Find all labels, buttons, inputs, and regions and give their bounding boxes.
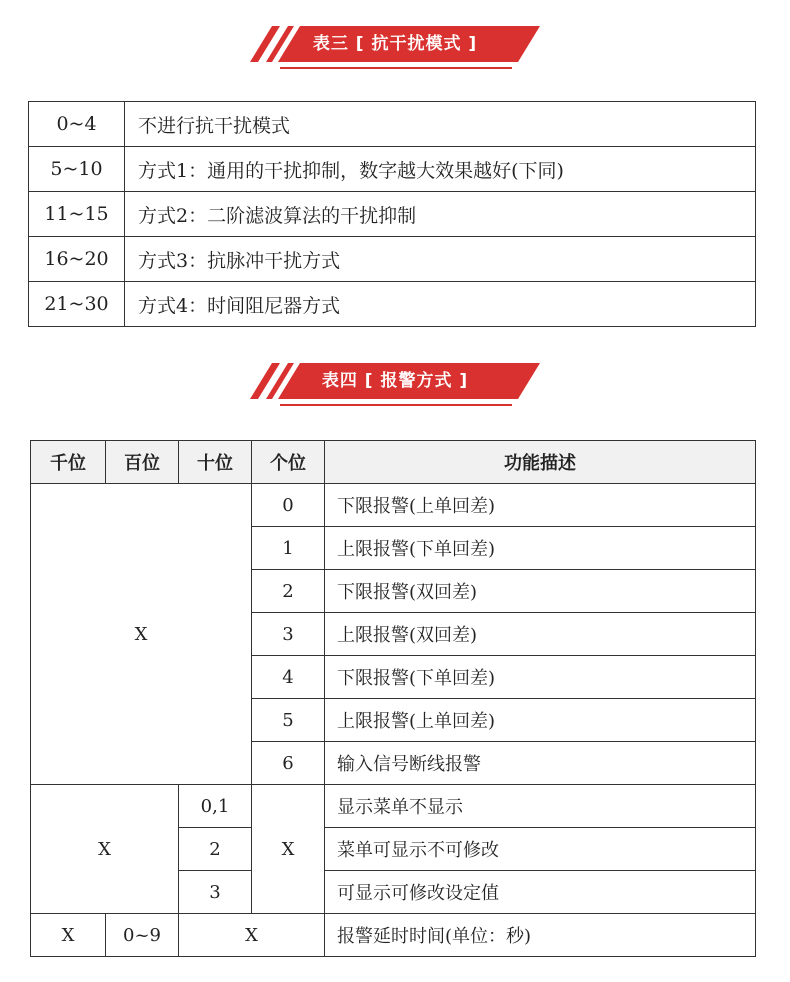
table3-title-banner [250,26,540,70]
ones-value: 6 [252,742,325,785]
header-ones: 个位 [252,441,325,484]
table4-title: 表四 [ 报警方式 ] [321,371,469,391]
table3-title: 表三 [ 抗干扰模式 ] [312,34,478,54]
ones-value: 3 [252,613,325,656]
ones-value: 1 [252,527,325,570]
table-row [31,914,756,957]
thousands-value: X [31,914,106,957]
hundreds-value: 0~9 [106,914,179,957]
function-desc: 下限报警(双回差) [325,570,756,613]
function-desc: 上限报警(上单回差) [325,699,756,742]
table-row [29,192,756,237]
function-desc: 上限报警(下单回差) [325,527,756,570]
table-header-row [31,441,756,484]
mode-desc: 方式3：抗脉冲干扰方式 [125,237,756,282]
table-row [31,484,756,527]
function-desc: 下限报警(下单回差) [325,656,756,699]
mode-code: 0~4 [29,102,125,147]
table-row [29,147,756,192]
mode-code: 16~20 [29,237,125,282]
ones-value: 0 [252,484,325,527]
table4-title-banner [250,363,540,407]
mode-code: 11~15 [29,192,125,237]
ones-value: 4 [252,656,325,699]
mode-desc: 不进行抗干扰模式 [125,102,756,147]
function-desc: 显示菜单不显示 [325,785,756,828]
header-hundreds: 百位 [106,441,179,484]
alarm-mode-table [30,440,756,957]
mode-desc: 方式4：时间阻尼器方式 [125,282,756,327]
group2-x-left: X [31,785,179,914]
table-row [29,282,756,327]
interference-mode-table [28,101,756,327]
mode-desc: 方式1：通用的干扰抑制，数字越大效果越好(下同) [125,147,756,192]
ones-value: 5 [252,699,325,742]
tens-ones-x: X [179,914,325,957]
mode-code: 21~30 [29,282,125,327]
mode-desc: 方式2：二阶滤波算法的干扰抑制 [125,192,756,237]
header-function: 功能描述 [325,441,756,484]
function-desc: 下限报警(上单回差) [325,484,756,527]
function-desc: 可显示可修改设定值 [325,871,756,914]
function-desc: 菜单可显示不可修改 [325,828,756,871]
header-thousands: 千位 [31,441,106,484]
table-row [29,237,756,282]
table-row [29,102,756,147]
tens-value: 3 [179,871,252,914]
header-tens: 十位 [179,441,252,484]
tens-value: 0,1 [179,785,252,828]
tens-value: 2 [179,828,252,871]
function-desc: 输入信号断线报警 [325,742,756,785]
ones-value: 2 [252,570,325,613]
group1-x: X [31,484,252,785]
function-desc: 报警延时时间(单位：秒) [325,914,756,957]
mode-code: 5~10 [29,147,125,192]
group2-x-ones: X [252,785,325,914]
table-row [31,785,756,828]
function-desc: 上限报警(双回差) [325,613,756,656]
